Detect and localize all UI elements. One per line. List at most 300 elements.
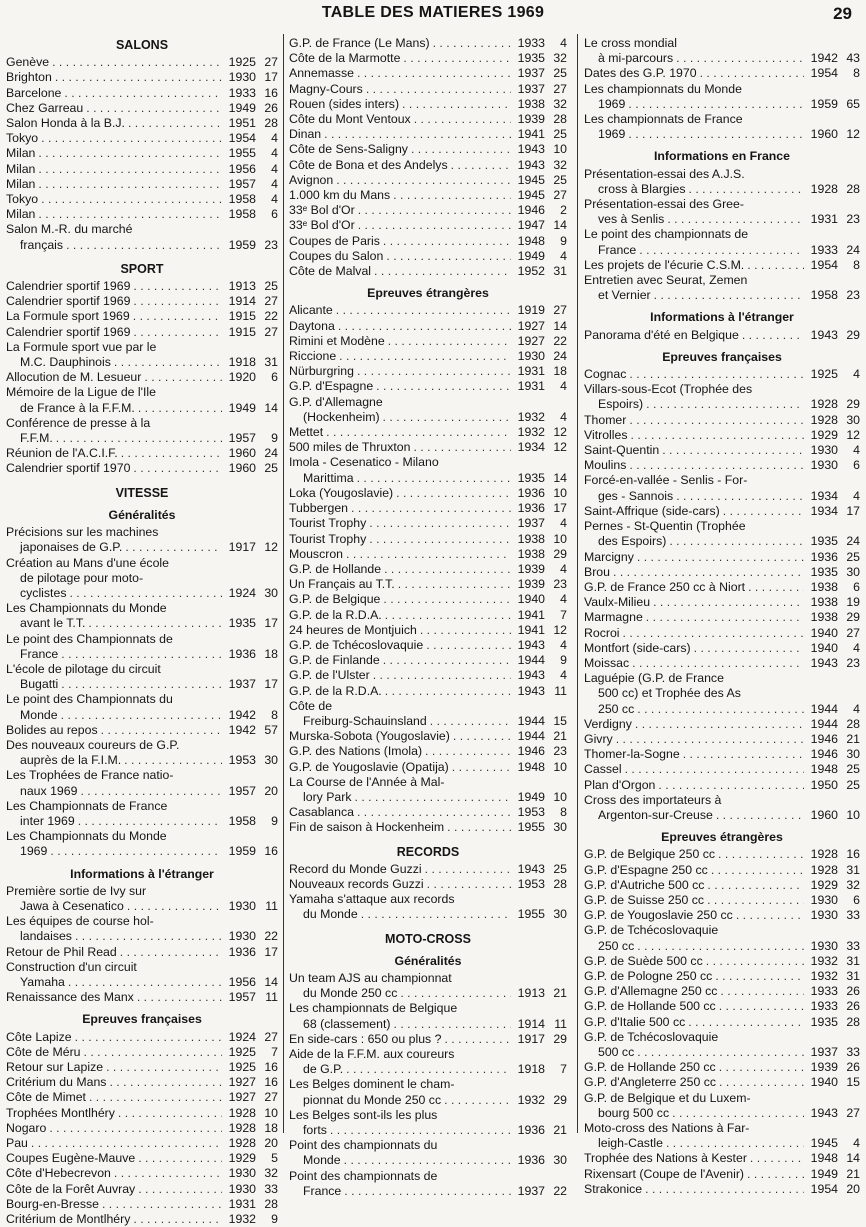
entry-title bbox=[584, 762, 804, 777]
index-entry bbox=[6, 146, 278, 161]
entry-page: 28 bbox=[264, 1196, 278, 1211]
entry-title-text: Jawa à Cesenatico bbox=[20, 898, 124, 913]
section-heading: Epreuves étrangères bbox=[661, 830, 783, 845]
dot-leader bbox=[395, 577, 511, 591]
entry-page: 30 bbox=[264, 585, 278, 600]
entry-title-text: Les championnats du Monde bbox=[584, 81, 742, 96]
entry-title bbox=[6, 1030, 222, 1045]
entry-title bbox=[6, 1166, 222, 1181]
entry-title bbox=[6, 884, 222, 914]
entry-page: 24 bbox=[264, 446, 278, 461]
entry-title bbox=[289, 532, 511, 547]
entry-page: 4 bbox=[560, 561, 567, 576]
entry-page: 30 bbox=[553, 820, 567, 835]
entry-issue: 1959 bbox=[228, 237, 256, 252]
entry-title bbox=[6, 723, 222, 738]
entry-title bbox=[6, 1182, 222, 1197]
entry-title bbox=[289, 1108, 511, 1138]
dot-leader bbox=[625, 97, 804, 111]
entry-title bbox=[584, 626, 804, 641]
entry-title-text: Les Championnats du Monde bbox=[6, 601, 167, 616]
entry-title bbox=[289, 592, 511, 607]
entry-title bbox=[6, 1045, 222, 1060]
entry-title-text: Saint-Quentin bbox=[584, 443, 660, 458]
column-divider bbox=[283, 34, 284, 1133]
entry-issue: 1943 bbox=[517, 861, 545, 876]
index-entry bbox=[289, 532, 567, 547]
entry-page: 31 bbox=[846, 953, 860, 968]
entry-title-text: Pau bbox=[6, 1136, 28, 1151]
entry-title-text: Calendrier sportif 1969 bbox=[6, 279, 131, 294]
entry-page: 9 bbox=[560, 233, 567, 248]
entry-issue: 1953 bbox=[517, 805, 545, 820]
entry-title-text: Saint-Affrique (side-cars) bbox=[584, 503, 720, 518]
entry-page: 15 bbox=[553, 713, 567, 728]
entry-title bbox=[6, 86, 222, 101]
entry-page: 4 bbox=[271, 176, 278, 191]
section-heading: Informations à l'étranger bbox=[70, 866, 214, 881]
entry-title-text: Magny-Cours bbox=[289, 81, 363, 96]
entry-issue: 1928 bbox=[810, 397, 838, 412]
dot-leader bbox=[424, 877, 511, 891]
entry-title-text: Yamaha bbox=[20, 974, 65, 989]
entry-title-text: Verdigny bbox=[584, 716, 632, 731]
entry-title-text: Avignon bbox=[289, 172, 334, 187]
index-entry bbox=[289, 334, 567, 349]
dot-leader bbox=[77, 784, 222, 798]
entry-title bbox=[289, 577, 511, 592]
dot-leader bbox=[130, 309, 222, 323]
entry-title bbox=[584, 1015, 804, 1030]
dot-leader bbox=[430, 36, 511, 50]
entry-page: 11 bbox=[554, 1016, 567, 1031]
entry-title bbox=[289, 862, 511, 877]
dot-leader bbox=[343, 1062, 511, 1076]
entry-title bbox=[289, 127, 511, 142]
entry-title-text: Alicante bbox=[289, 303, 333, 318]
entry-title bbox=[584, 954, 804, 969]
entry-title-text: Coupes Eugène-Mauve bbox=[6, 1151, 136, 1166]
dot-leader bbox=[745, 580, 804, 594]
entry-title bbox=[6, 370, 222, 385]
dot-leader bbox=[335, 319, 511, 333]
entry-page: 11 bbox=[265, 990, 278, 1005]
entry-title-text: Côte de la Marmotte bbox=[289, 51, 401, 66]
entry-title bbox=[6, 70, 222, 85]
dot-leader bbox=[733, 908, 804, 922]
dot-leader bbox=[673, 51, 804, 65]
entry-page: 30 bbox=[846, 564, 860, 579]
entry-title bbox=[6, 146, 222, 161]
dot-leader bbox=[659, 443, 804, 457]
entry-page: 5 bbox=[271, 1151, 278, 1166]
entry-issue: 1937 bbox=[810, 1045, 838, 1059]
dot-leader bbox=[441, 1032, 511, 1046]
entry-title-text: Tokyo bbox=[6, 131, 39, 146]
entry-title-text: naux 1969 bbox=[20, 783, 78, 798]
dot-leader bbox=[135, 1182, 222, 1196]
entry-title-text: M.C. Dauphinois bbox=[20, 355, 111, 370]
dot-leader bbox=[441, 1093, 511, 1107]
entry-title-text: G.P. de Pologne 250 cc bbox=[584, 968, 713, 983]
entry-title-text: Marcigny bbox=[584, 549, 634, 564]
entry-title-text: japonaises de G.P. bbox=[20, 540, 123, 555]
index-entry bbox=[6, 1106, 278, 1121]
entry-issue: 1928 bbox=[228, 1120, 256, 1135]
entry-title-text: Coupes de Paris bbox=[289, 233, 380, 248]
entry-title-text: France bbox=[303, 1183, 342, 1198]
index-entry bbox=[584, 519, 860, 549]
dot-leader bbox=[130, 461, 222, 475]
index-entry bbox=[289, 455, 567, 485]
entry-issue: 1935 bbox=[228, 616, 256, 631]
entry-page: 21 bbox=[553, 729, 567, 744]
section-heading: Epreuves étrangères bbox=[367, 286, 489, 301]
entry-title-text: G.P. de Belgique 250 cc bbox=[584, 847, 716, 862]
dot-leader bbox=[666, 534, 804, 548]
section-heading: Epreuves françaises bbox=[82, 1012, 202, 1027]
dot-leader bbox=[58, 708, 222, 722]
entry-page: 25 bbox=[553, 172, 567, 187]
entry-issue: 1954 bbox=[810, 1181, 838, 1196]
index-entry bbox=[584, 1015, 860, 1030]
entry-page: 10 bbox=[553, 759, 567, 774]
entry-title bbox=[584, 969, 804, 984]
entry-page: 4 bbox=[560, 637, 567, 652]
entry-title bbox=[584, 413, 804, 428]
entry-title-text: En side-cars : 650 ou plus ? bbox=[289, 1031, 442, 1046]
entry-page: 27 bbox=[553, 188, 567, 203]
entry-issue: 1931 bbox=[228, 1196, 256, 1211]
entry-page: 28 bbox=[264, 116, 278, 131]
dot-leader bbox=[634, 702, 804, 716]
dot-leader bbox=[626, 413, 804, 427]
entry-issue: 1920 bbox=[228, 370, 256, 385]
index-entry bbox=[6, 1060, 278, 1075]
entry-page: 16 bbox=[264, 85, 278, 100]
entry-page: 17 bbox=[264, 677, 278, 692]
entry-issue: 1931 bbox=[517, 379, 545, 394]
dot-leader bbox=[422, 862, 511, 876]
entry-title-text: Côte du Mont Ventoux bbox=[289, 112, 411, 127]
dot-leader bbox=[354, 66, 511, 80]
index-entry bbox=[6, 192, 278, 207]
dot-leader bbox=[38, 192, 222, 206]
entry-issue: 1932 bbox=[810, 968, 838, 983]
entry-title bbox=[6, 1060, 222, 1075]
entry-issue: 1936 bbox=[810, 549, 838, 564]
index-entry bbox=[584, 550, 860, 565]
entry-issue: 1927 bbox=[228, 1090, 256, 1105]
entry-page: 4 bbox=[560, 668, 567, 683]
entry-title-text: G.P. d'Allemagne 250 cc bbox=[584, 984, 718, 999]
entry-page: 4 bbox=[853, 640, 860, 655]
entry-page: 4 bbox=[853, 443, 860, 458]
dot-leader bbox=[83, 101, 222, 115]
entry-page: 65 bbox=[846, 96, 860, 111]
index-entry bbox=[6, 768, 278, 798]
index-entry bbox=[584, 565, 860, 580]
entry-title bbox=[6, 960, 222, 990]
entry-title-text: 33ᵉ Bol d'Or bbox=[289, 203, 355, 218]
entry-title-text: Côte de Malval bbox=[289, 264, 372, 279]
index-entry bbox=[584, 504, 860, 519]
entry-title bbox=[6, 632, 222, 662]
entry-title bbox=[584, 82, 804, 112]
entry-title-text: G.P. de Tchécoslovaquie bbox=[584, 1029, 719, 1044]
entry-title-text: à mi-parcours bbox=[598, 51, 674, 66]
index-entry bbox=[584, 443, 860, 458]
entry-title-text: G.P. de Belgique bbox=[289, 592, 381, 607]
dot-leader bbox=[65, 975, 222, 989]
entry-title-text: Rouen (sides inters) bbox=[289, 96, 400, 111]
dot-leader bbox=[636, 243, 804, 257]
index-entry bbox=[289, 729, 567, 744]
entry-page: 16 bbox=[264, 1075, 278, 1090]
entry-page: 10 bbox=[553, 789, 567, 804]
entry-title-text: forts bbox=[303, 1123, 327, 1138]
entry-issue: 1936 bbox=[517, 485, 545, 500]
dot-leader bbox=[135, 401, 222, 415]
entry-title-text: Côte de bbox=[289, 698, 333, 713]
index-entry bbox=[289, 892, 567, 922]
entry-issue: 1929 bbox=[810, 877, 838, 892]
entry-issue: 1955 bbox=[517, 907, 545, 922]
entry-page: 4 bbox=[271, 131, 278, 146]
entry-page: 57 bbox=[264, 722, 278, 737]
dot-leader bbox=[383, 249, 511, 263]
entry-page: 27 bbox=[264, 294, 278, 309]
entry-title-text: Trophée des Nations à Kester bbox=[584, 1151, 747, 1166]
entry-title-text: Le cross mondial bbox=[584, 36, 677, 50]
entry-page: 14 bbox=[553, 318, 567, 333]
dot-leader bbox=[99, 1197, 222, 1211]
dot-leader bbox=[336, 349, 511, 363]
entry-title bbox=[6, 177, 222, 192]
entry-page: 4 bbox=[560, 516, 567, 531]
entry-title-text: Daytona bbox=[289, 318, 335, 333]
entry-title-text: Freiburg-Schauinsland bbox=[303, 713, 427, 728]
entry-title bbox=[289, 173, 511, 188]
entry-title-text: G.P. de France (Le Mans) bbox=[289, 36, 430, 50]
entry-page: 32 bbox=[553, 96, 567, 111]
entry-title-text: G.P. de l'Ulster bbox=[289, 668, 370, 683]
entry-title bbox=[584, 1075, 804, 1090]
entry-title bbox=[6, 279, 222, 294]
entry-page: 29 bbox=[553, 1092, 567, 1107]
entry-title bbox=[6, 525, 222, 555]
dot-leader bbox=[333, 173, 511, 187]
entry-title bbox=[6, 116, 222, 131]
index-entry bbox=[289, 303, 567, 318]
dot-leader bbox=[655, 778, 804, 792]
entry-page: 30 bbox=[553, 907, 567, 922]
entry-title-text: Argenton-sur-Creuse bbox=[598, 807, 713, 822]
entry-page: 27 bbox=[264, 1029, 278, 1044]
entry-title-text: G.P. d'Espagne bbox=[289, 379, 374, 394]
dot-leader bbox=[716, 1075, 804, 1089]
entry-title-text: de France à la F.F.M. bbox=[20, 400, 135, 415]
index-entry bbox=[289, 66, 567, 81]
entry-issue: 1952 bbox=[517, 264, 545, 279]
entry-page: 4 bbox=[560, 36, 567, 50]
entry-page: 17 bbox=[264, 616, 278, 631]
entry-issue: 1953 bbox=[517, 876, 545, 891]
entry-title-text: de G.P. bbox=[303, 1062, 344, 1077]
entry-page: 21 bbox=[553, 1123, 567, 1138]
entry-title-text: Milan bbox=[6, 161, 36, 176]
entry-title-text: Plan d'Orgon bbox=[584, 777, 656, 792]
entry-issue: 1960 bbox=[228, 446, 256, 461]
dot-leader bbox=[111, 355, 222, 369]
entry-title-text: 68 (classement) bbox=[303, 1016, 391, 1031]
index-entry bbox=[584, 893, 860, 908]
entry-title bbox=[289, 36, 511, 51]
entry-title-text: G.P. d'Allemagne bbox=[289, 394, 383, 409]
entry-page: 9 bbox=[560, 653, 567, 668]
entry-issue: 1940 bbox=[810, 625, 838, 640]
entry-title bbox=[6, 162, 222, 177]
section-heading: Généralités bbox=[394, 953, 462, 968]
dot-leader bbox=[393, 486, 511, 500]
entry-issue: 1939 bbox=[517, 561, 545, 576]
entry-title-text: Moto-cross des Nations à Far- bbox=[584, 1121, 750, 1136]
dot-leader bbox=[411, 112, 511, 126]
section-heading: MOTO-CROSS bbox=[385, 931, 471, 946]
dot-leader bbox=[141, 370, 222, 384]
entry-page: 12 bbox=[846, 127, 860, 142]
entry-page: 20 bbox=[264, 783, 278, 798]
entry-page: 27 bbox=[264, 55, 278, 70]
entry-page: 26 bbox=[846, 1060, 860, 1075]
entry-title-text: Marittima bbox=[303, 470, 354, 485]
entry-title bbox=[289, 218, 511, 233]
entry-issue: 1938 bbox=[517, 531, 545, 546]
entry-title-text: Création au Mans d'une école bbox=[6, 555, 169, 570]
entry-title bbox=[289, 97, 511, 112]
entry-title-text: Côte Lapize bbox=[6, 1029, 72, 1044]
index-entry bbox=[584, 732, 860, 747]
entry-title bbox=[289, 51, 511, 66]
entry-page: 25 bbox=[846, 762, 860, 777]
entry-title-text: Tourist Trophy bbox=[289, 516, 367, 531]
index-entry bbox=[289, 379, 567, 394]
entry-page: 7 bbox=[271, 1044, 278, 1059]
entry-title-text: des Espoirs) bbox=[598, 534, 667, 549]
entry-page: 9 bbox=[271, 1212, 278, 1227]
entry-title bbox=[289, 158, 511, 173]
dot-leader bbox=[343, 547, 511, 561]
entry-issue: 1941 bbox=[517, 127, 545, 142]
dot-leader bbox=[63, 238, 222, 252]
index-entry bbox=[6, 914, 278, 944]
entry-title-text: Moissac bbox=[584, 655, 630, 670]
entry-title bbox=[289, 892, 511, 922]
entry-title-text: G.P. de France 250 cc à Niort bbox=[584, 579, 746, 594]
index-entry bbox=[6, 446, 278, 461]
entry-issue: 1939 bbox=[517, 112, 545, 127]
entry-title bbox=[289, 364, 511, 379]
entry-title bbox=[289, 775, 511, 805]
entry-title bbox=[289, 668, 511, 683]
entry-issue: 1941 bbox=[517, 607, 545, 622]
entry-title-text: G.P. d'Italie 500 cc bbox=[584, 1014, 686, 1029]
entry-issue: 1943 bbox=[517, 637, 545, 652]
entry-page: 27 bbox=[264, 324, 278, 339]
dot-leader bbox=[380, 234, 511, 248]
entry-title-text: Allocution de M. Lesueur bbox=[6, 370, 142, 385]
entry-title-text: Retour de Phil Read bbox=[6, 944, 117, 959]
index-entry bbox=[6, 692, 278, 722]
entry-title bbox=[6, 461, 222, 476]
index-entry bbox=[289, 577, 567, 592]
entry-issue: 1957 bbox=[228, 783, 256, 798]
index-entry bbox=[6, 990, 278, 1005]
dot-leader bbox=[28, 1136, 222, 1150]
entry-title-text: Record du Monde Guzzi bbox=[289, 861, 422, 876]
entry-title bbox=[584, 923, 804, 953]
entry-page: 19 bbox=[846, 595, 860, 610]
entry-title bbox=[584, 863, 804, 878]
entry-issue: 1932 bbox=[810, 953, 838, 968]
entry-title-text: Panorama d'été en Belgique bbox=[584, 327, 739, 342]
index-entry bbox=[584, 641, 860, 656]
entry-page: 20 bbox=[846, 1181, 860, 1196]
entry-title-text: 24 heures de Montjuich bbox=[289, 622, 417, 637]
entry-title-text: Critérium du Mans bbox=[6, 1075, 107, 1090]
entry-title-text: Point des championnats de bbox=[289, 1168, 438, 1183]
dot-leader bbox=[321, 127, 511, 141]
entry-issue: 1938 bbox=[810, 595, 838, 610]
entry-title-text: ves à Senlis bbox=[598, 212, 665, 227]
entry-page: 28 bbox=[553, 112, 567, 127]
index-entry bbox=[584, 328, 860, 343]
dot-leader bbox=[642, 1182, 804, 1196]
entry-title bbox=[6, 446, 222, 461]
entry-title-text: leigh-Castle bbox=[598, 1136, 663, 1151]
section-heading: Informations à l'étranger bbox=[650, 310, 794, 325]
entry-page: 10 bbox=[264, 1105, 278, 1120]
index-entry bbox=[584, 82, 860, 112]
dot-leader bbox=[408, 142, 511, 156]
entry-title-text: Brou bbox=[584, 564, 610, 579]
dot-leader bbox=[380, 592, 511, 606]
index-entry bbox=[584, 984, 860, 999]
entry-page: 23 bbox=[553, 744, 567, 759]
index-entry bbox=[289, 264, 567, 279]
entry-title-text: G.P. de Suisse 250 cc bbox=[584, 892, 705, 907]
index-entry bbox=[289, 142, 567, 157]
entry-page: 31 bbox=[846, 968, 860, 983]
index-entry bbox=[289, 425, 567, 440]
entry-title bbox=[584, 258, 804, 273]
entry-title bbox=[289, 501, 511, 516]
entry-issue: 1924 bbox=[228, 585, 256, 600]
entry-page: 26 bbox=[264, 100, 278, 115]
entry-title-text: Tourist Trophy bbox=[289, 531, 367, 546]
entry-title-text: Monde bbox=[303, 1153, 341, 1168]
index-entry bbox=[289, 608, 567, 623]
dot-leader bbox=[691, 641, 804, 655]
entry-title bbox=[584, 1091, 804, 1121]
entry-issue: 1957 bbox=[228, 176, 256, 191]
column-2 bbox=[289, 36, 567, 1199]
index-entry bbox=[289, 877, 567, 892]
entry-page: 28 bbox=[846, 716, 860, 731]
entry-issue: 1934 bbox=[810, 503, 838, 518]
entry-title-text: Strakonice bbox=[584, 1181, 643, 1196]
index-entry bbox=[6, 1121, 278, 1136]
